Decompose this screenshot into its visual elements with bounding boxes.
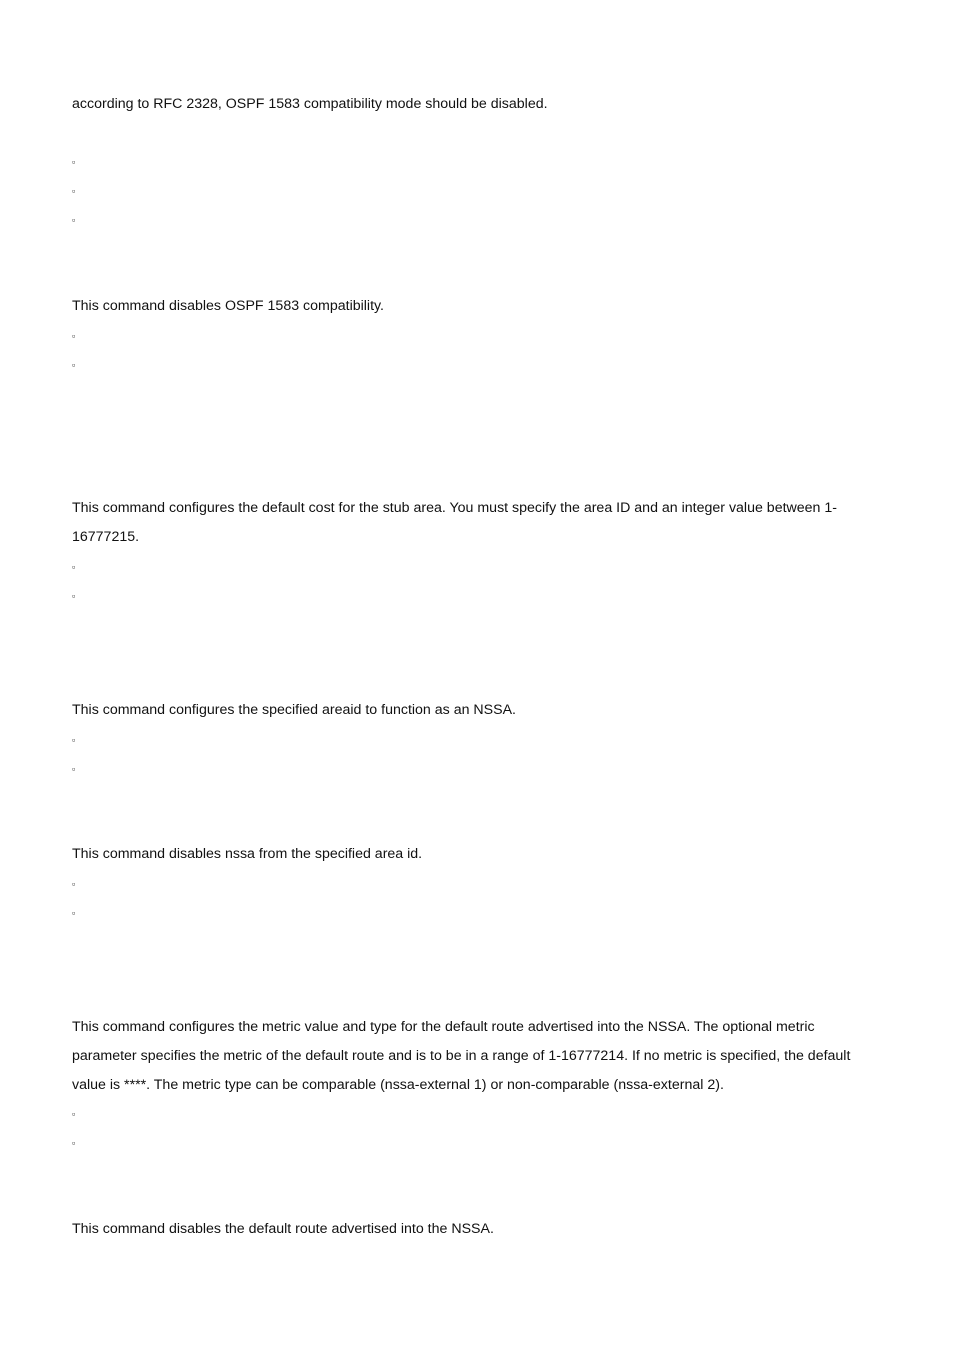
paragraph-stub-default-cost: This command configures the default cost for the stub area. You must specify the area ID and an integer value between 1-16777215.: [72, 500, 837, 545]
bullet-marker: ▫: [72, 186, 76, 196]
paragraph-default-route-disable: This command disables the default route advertised into the NSSA.: [72, 1221, 494, 1237]
paragraph-disable-1583: This command disables OSPF 1583 compatibility.: [72, 298, 384, 314]
bullet-marker: ▫: [72, 157, 76, 167]
bullet-marker: ▫: [72, 879, 76, 889]
bullet-marker: ▫: [72, 215, 76, 225]
paragraph-nssa-config: This command configures the specified areaid to function as an NSSA.: [72, 702, 516, 718]
bullet-marker: ▫: [72, 908, 76, 918]
bullet-marker: ▫: [72, 591, 76, 601]
bullet-marker: ▫: [72, 735, 76, 745]
bullet-marker: ▫: [72, 1109, 76, 1119]
paragraph-nssa-disable: This command disables nssa from the specified area id.: [72, 846, 423, 862]
paragraph-default-route-metric: This command configures the metric value and type for the default route advertised into the NSSA. The optional metric parameter specifies the metric of the default route and is to be in a range of 1-16777214. If no metric is specified, the default value is ****. The metric type can be comparable (nssa-external 1) or non-comparable (nssa-external 2).: [72, 1019, 851, 1093]
bullet-marker: ▫: [72, 764, 76, 774]
bullet-marker: ▫: [72, 562, 76, 572]
bullet-marker: ▫: [72, 360, 76, 370]
paragraph-rfc-compat: according to RFC 2328, OSPF 1583 compatibility mode should be disabled.: [72, 96, 548, 112]
bullet-marker: ▫: [72, 1138, 76, 1148]
bullet-marker: ▫: [72, 331, 76, 341]
